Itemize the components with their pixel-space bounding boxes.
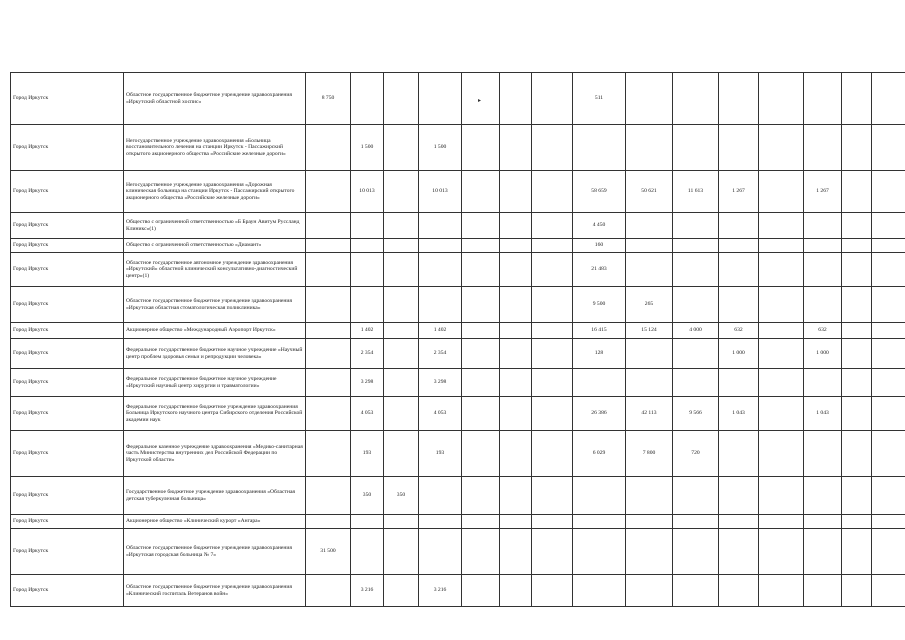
value-cell: 6 029 xyxy=(573,431,626,477)
city-cell: Город Иркутск xyxy=(11,339,124,369)
value-cell: 720 xyxy=(673,431,719,477)
value-cell xyxy=(719,253,759,287)
city-cell: Город Иркутск xyxy=(11,515,124,529)
value-cell xyxy=(759,431,804,477)
value-cell xyxy=(419,515,462,529)
value-cell xyxy=(626,125,673,171)
value-cell xyxy=(384,125,419,171)
value-cell: 350 xyxy=(384,477,419,515)
value-cell xyxy=(673,369,719,397)
value-cell xyxy=(500,515,532,529)
value-cell xyxy=(306,171,351,213)
value-cell xyxy=(804,477,842,515)
table-row xyxy=(11,477,905,515)
organization-cell: Акционерное общество «Клинический курорт «Ангара» xyxy=(124,515,306,529)
data-table xyxy=(10,72,905,607)
city-cell: Город Иркутск xyxy=(11,213,124,239)
value-cell xyxy=(872,397,905,431)
value-cell xyxy=(462,171,500,213)
value-cell xyxy=(759,339,804,369)
value-cell xyxy=(573,369,626,397)
value-cell xyxy=(673,287,719,323)
value-cell xyxy=(306,125,351,171)
value-cell xyxy=(306,253,351,287)
value-cell xyxy=(759,397,804,431)
value-cell xyxy=(872,369,905,397)
value-cell xyxy=(872,171,905,213)
city-cell: Город Иркутск xyxy=(11,575,124,607)
table-row xyxy=(11,171,905,213)
value-cell xyxy=(673,575,719,607)
value-cell xyxy=(673,239,719,253)
value-cell: 8 750 xyxy=(306,73,351,125)
scan-mark: ▸ xyxy=(478,98,482,104)
value-cell xyxy=(306,575,351,607)
value-cell: 3 216 xyxy=(419,575,462,607)
value-cell xyxy=(532,529,573,575)
value-cell xyxy=(804,73,842,125)
value-cell xyxy=(462,287,500,323)
value-cell xyxy=(719,515,759,529)
value-cell xyxy=(384,213,419,239)
value-cell xyxy=(804,239,842,253)
value-cell: 3 216 xyxy=(351,575,384,607)
value-cell xyxy=(306,323,351,339)
organization-cell: Государственное бюджетное учреждение здравоохранения «Областная детская туберкулезная больница» xyxy=(124,477,306,515)
table-row xyxy=(11,431,905,477)
value-cell xyxy=(532,171,573,213)
value-cell xyxy=(384,369,419,397)
value-cell: 10 013 xyxy=(351,171,384,213)
value-cell xyxy=(351,253,384,287)
value-cell: 632 xyxy=(719,323,759,339)
organization-cell: Негосударственное учреждение здравоохранения «Больница восстановительного лечения на станции Иркутск - Пассажирский открытого акционерного общества «Российские железные дороги» xyxy=(124,125,306,171)
value-cell xyxy=(384,323,419,339)
value-cell xyxy=(759,323,804,339)
value-cell xyxy=(719,287,759,323)
value-cell xyxy=(351,239,384,253)
value-cell xyxy=(626,239,673,253)
value-cell xyxy=(532,339,573,369)
value-cell xyxy=(842,575,872,607)
value-cell xyxy=(306,213,351,239)
value-cell xyxy=(306,369,351,397)
value-cell xyxy=(351,73,384,125)
value-cell xyxy=(532,213,573,239)
value-cell xyxy=(759,73,804,125)
table-row xyxy=(11,323,905,339)
value-cell: 1 402 xyxy=(351,323,384,339)
value-cell xyxy=(351,213,384,239)
value-cell xyxy=(872,323,905,339)
value-cell xyxy=(872,575,905,607)
value-cell: 10 013 xyxy=(419,171,462,213)
value-cell xyxy=(462,253,500,287)
value-cell xyxy=(872,477,905,515)
value-cell xyxy=(804,529,842,575)
value-cell xyxy=(872,213,905,239)
value-cell: 9 566 xyxy=(673,397,719,431)
value-cell: 1 267 xyxy=(719,171,759,213)
value-cell xyxy=(419,477,462,515)
value-cell xyxy=(532,239,573,253)
value-cell xyxy=(872,125,905,171)
value-cell xyxy=(719,477,759,515)
value-cell xyxy=(719,575,759,607)
city-cell: Город Иркутск xyxy=(11,369,124,397)
city-cell: Город Иркутск xyxy=(11,397,124,431)
value-cell xyxy=(500,575,532,607)
value-cell xyxy=(500,73,532,125)
value-cell xyxy=(842,171,872,213)
table-row xyxy=(11,213,905,239)
value-cell: 2 354 xyxy=(419,339,462,369)
value-cell xyxy=(804,369,842,397)
value-cell xyxy=(351,529,384,575)
value-cell: 3 298 xyxy=(419,369,462,397)
value-cell xyxy=(462,323,500,339)
value-cell: 11 613 xyxy=(673,171,719,213)
value-cell xyxy=(573,477,626,515)
organization-cell: Федеральное государственное бюджетное научное учреждение «Иркутский научный центр хирургии и травматологии» xyxy=(124,369,306,397)
value-cell xyxy=(419,253,462,287)
value-cell: 9 500 xyxy=(573,287,626,323)
value-cell xyxy=(842,125,872,171)
value-cell: 632 xyxy=(804,323,842,339)
value-cell xyxy=(532,125,573,171)
value-cell xyxy=(626,529,673,575)
value-cell xyxy=(759,213,804,239)
value-cell: 4 450 xyxy=(573,213,626,239)
value-cell: 4 000 xyxy=(673,323,719,339)
value-cell xyxy=(759,287,804,323)
value-cell: 511 xyxy=(573,73,626,125)
value-cell: 26 386 xyxy=(573,397,626,431)
value-cell xyxy=(306,397,351,431)
value-cell xyxy=(462,515,500,529)
value-cell xyxy=(872,515,905,529)
table-row xyxy=(11,73,905,125)
value-cell xyxy=(462,431,500,477)
city-cell: Город Иркутск xyxy=(11,125,124,171)
value-cell xyxy=(759,529,804,575)
value-cell xyxy=(500,323,532,339)
value-cell xyxy=(872,287,905,323)
table-row xyxy=(11,369,905,397)
value-cell: 1 043 xyxy=(719,397,759,431)
table-row xyxy=(11,339,905,369)
value-cell: 1 000 xyxy=(804,339,842,369)
value-cell xyxy=(500,171,532,213)
value-cell xyxy=(673,339,719,369)
value-cell xyxy=(500,125,532,171)
value-cell: 1 500 xyxy=(419,125,462,171)
value-cell xyxy=(419,239,462,253)
value-cell xyxy=(500,529,532,575)
value-cell xyxy=(384,431,419,477)
value-cell xyxy=(384,397,419,431)
organization-cell: Общество с ограниченной ответственностью «Б Браун Авитум Руссланд Клиникс»(1) xyxy=(124,213,306,239)
value-cell xyxy=(673,253,719,287)
organization-cell: Областное государственное бюджетное учреждение здравоохранения «Иркутский областной хоспис» xyxy=(124,73,306,125)
value-cell xyxy=(384,575,419,607)
value-cell: 16 415 xyxy=(573,323,626,339)
value-cell xyxy=(306,339,351,369)
value-cell: 265 xyxy=(626,287,673,323)
city-cell: Город Иркутск xyxy=(11,323,124,339)
value-cell xyxy=(842,323,872,339)
value-cell: 31 500 xyxy=(306,529,351,575)
value-cell xyxy=(500,239,532,253)
organization-cell: Областное государственное автономное учреждение здравоохранения «Иркутский» областной клинический консультативно-диагностический центр»(1) xyxy=(124,253,306,287)
value-cell xyxy=(804,287,842,323)
value-cell xyxy=(573,515,626,529)
value-cell xyxy=(842,397,872,431)
value-cell xyxy=(759,253,804,287)
value-cell xyxy=(842,339,872,369)
value-cell xyxy=(759,171,804,213)
value-cell xyxy=(462,213,500,239)
value-cell xyxy=(804,213,842,239)
value-cell xyxy=(532,515,573,529)
value-cell xyxy=(573,529,626,575)
value-cell xyxy=(500,369,532,397)
value-cell xyxy=(462,575,500,607)
value-cell xyxy=(462,125,500,171)
value-cell xyxy=(384,239,419,253)
value-cell xyxy=(719,529,759,575)
value-cell xyxy=(759,575,804,607)
city-cell: Город Иркутск xyxy=(11,73,124,125)
value-cell xyxy=(759,477,804,515)
value-cell: 1 043 xyxy=(804,397,842,431)
value-cell xyxy=(500,397,532,431)
value-cell xyxy=(500,287,532,323)
value-cell xyxy=(842,73,872,125)
value-cell xyxy=(872,529,905,575)
value-cell xyxy=(532,253,573,287)
value-cell xyxy=(384,339,419,369)
table-row xyxy=(11,287,905,323)
table-row xyxy=(11,575,905,607)
value-cell xyxy=(419,529,462,575)
value-cell xyxy=(500,253,532,287)
value-cell xyxy=(500,213,532,239)
value-cell xyxy=(759,239,804,253)
value-cell xyxy=(842,529,872,575)
value-cell xyxy=(626,477,673,515)
value-cell xyxy=(673,529,719,575)
value-cell xyxy=(719,213,759,239)
value-cell xyxy=(842,253,872,287)
value-cell xyxy=(500,477,532,515)
table-row xyxy=(11,253,905,287)
table-row xyxy=(11,125,905,171)
value-cell xyxy=(532,323,573,339)
city-cell: Город Иркутск xyxy=(11,287,124,323)
value-cell xyxy=(872,253,905,287)
value-cell: 1 000 xyxy=(719,339,759,369)
organization-cell: Общество с ограниченной ответственностью «Диамант» xyxy=(124,239,306,253)
value-cell xyxy=(384,171,419,213)
value-cell xyxy=(626,213,673,239)
value-cell xyxy=(872,431,905,477)
organization-cell: Федеральное казенное учреждение здравоохранения «Медико-санитарная часть Министерства внутренних дел Российской Федерации по Иркутской области» xyxy=(124,431,306,477)
value-cell: 42 113 xyxy=(626,397,673,431)
value-cell xyxy=(842,287,872,323)
value-cell xyxy=(384,73,419,125)
value-cell xyxy=(804,253,842,287)
organization-cell: Областное государственное бюджетное учреждение здравоохранения «Клинический госпиталь Ветеранов войн» xyxy=(124,575,306,607)
city-cell: Город Иркутск xyxy=(11,171,124,213)
value-cell xyxy=(462,477,500,515)
organization-cell: Акционерное общество «Международный Аэропорт Иркутск» xyxy=(124,323,306,339)
value-cell: 15 124 xyxy=(626,323,673,339)
value-cell xyxy=(500,339,532,369)
value-cell xyxy=(532,397,573,431)
value-cell xyxy=(759,369,804,397)
value-cell xyxy=(759,515,804,529)
value-cell xyxy=(719,125,759,171)
value-cell xyxy=(532,431,573,477)
value-cell xyxy=(673,515,719,529)
organization-cell: Федеральное государственное бюджетное научное учреждение «Научный центр проблем здоровья семьи и репродукции человека» xyxy=(124,339,306,369)
value-cell xyxy=(842,431,872,477)
organization-cell: Федеральное государственное бюджетное учреждение здравоохранения Больница Иркутского научного центра Сибирского отделения Российской академии наук xyxy=(124,397,306,431)
value-cell xyxy=(419,287,462,323)
value-cell: 58 659 xyxy=(573,171,626,213)
city-cell: Город Иркутск xyxy=(11,529,124,575)
value-cell xyxy=(573,125,626,171)
value-cell xyxy=(462,529,500,575)
value-cell xyxy=(384,253,419,287)
table-row xyxy=(11,515,905,529)
organization-cell: Негосударственное учреждение здравоохранения «Дорожная клиническая больница на станции Иркутск - Пассажирский открытого акционерного общества «Российские железные дороги» xyxy=(124,171,306,213)
value-cell xyxy=(804,575,842,607)
value-cell xyxy=(719,239,759,253)
value-cell xyxy=(842,515,872,529)
value-cell xyxy=(626,253,673,287)
value-cell xyxy=(626,575,673,607)
value-cell xyxy=(673,213,719,239)
value-cell: 2 354 xyxy=(351,339,384,369)
value-cell: 1 500 xyxy=(351,125,384,171)
value-cell: 193 xyxy=(419,431,462,477)
value-cell xyxy=(306,287,351,323)
value-cell xyxy=(626,339,673,369)
value-cell xyxy=(532,477,573,515)
value-cell: 1 267 xyxy=(804,171,842,213)
value-cell xyxy=(419,213,462,239)
value-cell: 4 053 xyxy=(351,397,384,431)
value-cell xyxy=(626,369,673,397)
table-row xyxy=(11,529,905,575)
value-cell: 21 483 xyxy=(573,253,626,287)
value-cell xyxy=(573,575,626,607)
value-cell xyxy=(532,287,573,323)
value-cell xyxy=(719,73,759,125)
value-cell xyxy=(351,287,384,323)
value-cell xyxy=(306,239,351,253)
value-cell xyxy=(759,125,804,171)
value-cell xyxy=(719,369,759,397)
value-cell xyxy=(842,213,872,239)
value-cell xyxy=(673,477,719,515)
value-cell xyxy=(842,239,872,253)
value-cell: 350 xyxy=(351,477,384,515)
value-cell: 193 xyxy=(351,431,384,477)
value-cell xyxy=(626,73,673,125)
value-cell: 4 053 xyxy=(419,397,462,431)
value-cell: 50 621 xyxy=(626,171,673,213)
value-cell xyxy=(804,431,842,477)
value-cell: 128 xyxy=(573,339,626,369)
value-cell: 1 402 xyxy=(419,323,462,339)
value-cell xyxy=(384,515,419,529)
value-cell xyxy=(462,339,500,369)
value-cell xyxy=(306,477,351,515)
organization-cell: Областное государственное бюджетное учреждение здравоохранения «Иркутская городская больница № 7» xyxy=(124,529,306,575)
table-row xyxy=(11,397,905,431)
value-cell xyxy=(532,73,573,125)
value-cell xyxy=(804,515,842,529)
value-cell xyxy=(532,369,573,397)
city-cell: Город Иркутск xyxy=(11,431,124,477)
value-cell xyxy=(673,125,719,171)
value-cell xyxy=(872,73,905,125)
value-cell xyxy=(673,73,719,125)
value-cell xyxy=(842,477,872,515)
value-cell xyxy=(626,515,673,529)
value-cell: 3 298 xyxy=(351,369,384,397)
value-cell xyxy=(500,431,532,477)
city-cell: Город Иркутск xyxy=(11,239,124,253)
value-cell xyxy=(351,515,384,529)
value-cell xyxy=(419,73,462,125)
value-cell xyxy=(719,431,759,477)
value-cell xyxy=(842,369,872,397)
organization-cell: Областное государственное бюджетное учреждение здравоохранения «Иркутская областная стоматологическая поликлиника» xyxy=(124,287,306,323)
value-cell xyxy=(532,575,573,607)
value-cell xyxy=(462,369,500,397)
value-cell xyxy=(872,339,905,369)
value-cell: 7 800 xyxy=(626,431,673,477)
value-cell xyxy=(384,287,419,323)
value-cell xyxy=(306,515,351,529)
value-cell xyxy=(384,529,419,575)
table-row xyxy=(11,239,905,253)
city-cell: Город Иркутск xyxy=(11,477,124,515)
value-cell xyxy=(872,239,905,253)
value-cell xyxy=(462,239,500,253)
value-cell xyxy=(306,431,351,477)
value-cell: 160 xyxy=(573,239,626,253)
value-cell xyxy=(804,125,842,171)
value-cell xyxy=(462,397,500,431)
city-cell: Город Иркутск xyxy=(11,253,124,287)
